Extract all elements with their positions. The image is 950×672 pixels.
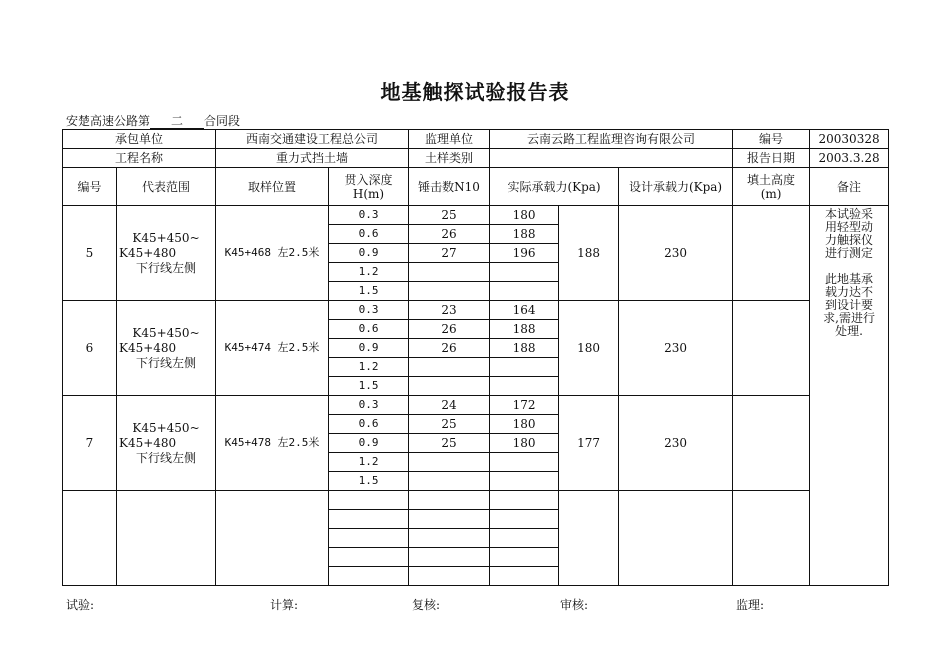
sign-review: 复核: bbox=[412, 598, 441, 612]
depth-cell: 0.6 bbox=[329, 320, 409, 339]
sign-calc: 计算: bbox=[270, 598, 299, 612]
col-header-blows: 锤击数N10 bbox=[409, 168, 490, 206]
blows-cell: 26 bbox=[409, 339, 490, 358]
remark-line: 本试验采 bbox=[825, 207, 874, 221]
empty-blows bbox=[409, 491, 490, 510]
remark-line: 此地基承 bbox=[825, 272, 874, 286]
contractor-label: 承包单位 bbox=[63, 130, 216, 149]
remark-line: 用轻型动 bbox=[825, 220, 874, 234]
actual-summary: 177 bbox=[559, 396, 619, 491]
remark-line: 求,需进行 bbox=[823, 311, 875, 325]
remark-note bbox=[810, 206, 889, 586]
range-line-1: K45+450~ bbox=[132, 230, 200, 245]
remark-line: 进行测定 bbox=[825, 246, 874, 260]
bearing-cell: 188 bbox=[490, 225, 559, 244]
bearing-cell bbox=[490, 282, 559, 301]
soil-label: 土样类别 bbox=[409, 149, 490, 168]
report-no-label: 编号 bbox=[733, 130, 810, 149]
blows-cell: 24 bbox=[409, 396, 490, 415]
remark-line: 处理. bbox=[835, 324, 863, 338]
empty-blows bbox=[409, 510, 490, 529]
depth-cell: 0.9 bbox=[329, 244, 409, 263]
empty-bearing bbox=[490, 548, 559, 567]
depth-cell: 0.6 bbox=[329, 415, 409, 434]
col-header-range: 代表范围 bbox=[117, 168, 216, 206]
blows-cell bbox=[409, 472, 490, 491]
empty-depth bbox=[329, 491, 409, 510]
blows-cell bbox=[409, 282, 490, 301]
empty-blows bbox=[409, 567, 490, 586]
contract-section-line bbox=[66, 112, 240, 129]
report-date-value: 2003.3.28 bbox=[810, 149, 889, 168]
fill-height bbox=[733, 206, 810, 301]
contractor-value: 西南交通建设工程总公司 bbox=[216, 130, 409, 149]
depth-cell: 0.3 bbox=[329, 206, 409, 225]
blows-cell: 23 bbox=[409, 301, 490, 320]
empty-fill bbox=[733, 491, 810, 586]
depth-cell: 1.5 bbox=[329, 282, 409, 301]
fill-header-line1: 填土高度 bbox=[747, 172, 796, 187]
group-no: 6 bbox=[63, 301, 117, 396]
design-value: 230 bbox=[619, 206, 733, 301]
blows-cell: 26 bbox=[409, 320, 490, 339]
col-header-fill bbox=[733, 168, 810, 206]
col-header-design: 设计承载力(Kpa) bbox=[619, 168, 733, 206]
bearing-cell: 188 bbox=[490, 339, 559, 358]
empty-bearing bbox=[490, 510, 559, 529]
project-value: 重力式挡土墙 bbox=[216, 149, 409, 168]
col-header-location: 取样位置 bbox=[216, 168, 329, 206]
bearing-cell: 180 bbox=[490, 434, 559, 453]
table-row bbox=[63, 206, 889, 225]
depth-cell: 0.3 bbox=[329, 396, 409, 415]
empty-location bbox=[216, 491, 329, 586]
remark-line: 到设计要 bbox=[825, 298, 874, 312]
depth-cell: 0.6 bbox=[329, 225, 409, 244]
depth-cell: 1.2 bbox=[329, 358, 409, 377]
col-header-remark: 备注 bbox=[810, 168, 889, 206]
group-range bbox=[117, 206, 216, 301]
depth-cell: 0.9 bbox=[329, 434, 409, 453]
bearing-cell bbox=[490, 358, 559, 377]
range-line-2: K45+480 bbox=[119, 340, 177, 355]
signature-footer bbox=[0, 596, 950, 612]
supervisor-label: 监理单位 bbox=[409, 130, 490, 149]
bearing-cell: 172 bbox=[490, 396, 559, 415]
report-table bbox=[62, 129, 889, 586]
blows-cell bbox=[409, 358, 490, 377]
empty-depth bbox=[329, 529, 409, 548]
range-line-1: K45+450~ bbox=[132, 420, 200, 435]
blows-cell bbox=[409, 263, 490, 282]
supervisor-value: 云南云路工程监理咨询有限公司 bbox=[490, 130, 733, 149]
depth-cell: 1.2 bbox=[329, 263, 409, 282]
actual-summary: 180 bbox=[559, 301, 619, 396]
depth-cell: 1.5 bbox=[329, 377, 409, 396]
empty-no bbox=[63, 491, 117, 586]
empty-depth bbox=[329, 567, 409, 586]
blows-cell bbox=[409, 377, 490, 396]
depth-cell: 0.9 bbox=[329, 339, 409, 358]
range-line-3: 下行线左侧 bbox=[136, 355, 197, 370]
info-row-2 bbox=[63, 149, 889, 168]
group-location: K45+474 左2.5米 bbox=[216, 301, 329, 396]
bearing-cell bbox=[490, 453, 559, 472]
section-suffix: 合同段 bbox=[204, 114, 241, 128]
column-header-row bbox=[63, 168, 889, 206]
range-line-3: 下行线左侧 bbox=[136, 450, 197, 465]
info-row-1 bbox=[63, 130, 889, 149]
design-value: 230 bbox=[619, 396, 733, 491]
group-range bbox=[117, 301, 216, 396]
report-title: 地基触探试验报告表 bbox=[380, 80, 570, 104]
table-row bbox=[63, 301, 889, 320]
empty-range bbox=[117, 491, 216, 586]
bearing-cell bbox=[490, 472, 559, 491]
remark-line: 力触探仪 bbox=[825, 233, 874, 247]
section-number: 二 bbox=[150, 115, 204, 129]
empty-bearing bbox=[490, 491, 559, 510]
blows-cell: 25 bbox=[409, 434, 490, 453]
bearing-cell bbox=[490, 377, 559, 396]
empty-actual bbox=[559, 491, 619, 586]
soil-value bbox=[490, 149, 733, 168]
bearing-cell: 164 bbox=[490, 301, 559, 320]
depth-header-line2: H(m) bbox=[352, 186, 385, 201]
empty-design bbox=[619, 491, 733, 586]
empty-depth bbox=[329, 510, 409, 529]
group-location: K45+468 左2.5米 bbox=[216, 206, 329, 301]
group-no: 5 bbox=[63, 206, 117, 301]
col-header-depth bbox=[329, 168, 409, 206]
group-range bbox=[117, 396, 216, 491]
remark-line: 载力达不 bbox=[825, 285, 874, 299]
bearing-cell: 180 bbox=[490, 206, 559, 225]
group-location: K45+478 左2.5米 bbox=[216, 396, 329, 491]
bearing-cell: 196 bbox=[490, 244, 559, 263]
depth-cell: 0.3 bbox=[329, 301, 409, 320]
blows-cell: 27 bbox=[409, 244, 490, 263]
empty-bearing bbox=[490, 567, 559, 586]
blows-cell: 25 bbox=[409, 206, 490, 225]
col-header-actual: 实际承载力(Kpa) bbox=[490, 168, 619, 206]
blows-cell: 26 bbox=[409, 225, 490, 244]
range-line-2: K45+480 bbox=[119, 435, 177, 450]
range-line-3: 下行线左侧 bbox=[136, 260, 197, 275]
table-row bbox=[63, 396, 889, 415]
section-prefix: 安楚高速公路第 bbox=[66, 114, 151, 128]
sign-test: 试验: bbox=[66, 598, 95, 612]
project-label: 工程名称 bbox=[63, 149, 216, 168]
sign-supervise: 监理: bbox=[736, 598, 765, 612]
range-line-1: K45+450~ bbox=[132, 325, 200, 340]
depth-cell: 1.5 bbox=[329, 472, 409, 491]
bearing-cell: 180 bbox=[490, 415, 559, 434]
fill-header-line2: (m) bbox=[760, 186, 782, 201]
report-date-label: 报告日期 bbox=[733, 149, 810, 168]
design-value: 230 bbox=[619, 301, 733, 396]
empty-blows bbox=[409, 529, 490, 548]
bearing-cell: 188 bbox=[490, 320, 559, 339]
empty-bearing bbox=[490, 529, 559, 548]
depth-cell: 1.2 bbox=[329, 453, 409, 472]
empty-blows bbox=[409, 548, 490, 567]
report-no-value: 20030328 bbox=[810, 130, 889, 149]
col-header-no: 编号 bbox=[63, 168, 117, 206]
sign-audit: 审核: bbox=[560, 598, 589, 612]
group-no: 7 bbox=[63, 396, 117, 491]
blows-cell: 25 bbox=[409, 415, 490, 434]
bearing-cell bbox=[490, 263, 559, 282]
fill-height bbox=[733, 301, 810, 396]
empty-depth bbox=[329, 548, 409, 567]
actual-summary: 188 bbox=[559, 206, 619, 301]
depth-header-line1: 贯入深度 bbox=[344, 172, 393, 187]
empty-row bbox=[63, 491, 889, 510]
fill-height bbox=[733, 396, 810, 491]
blows-cell bbox=[409, 453, 490, 472]
range-line-2: K45+480 bbox=[119, 245, 177, 260]
